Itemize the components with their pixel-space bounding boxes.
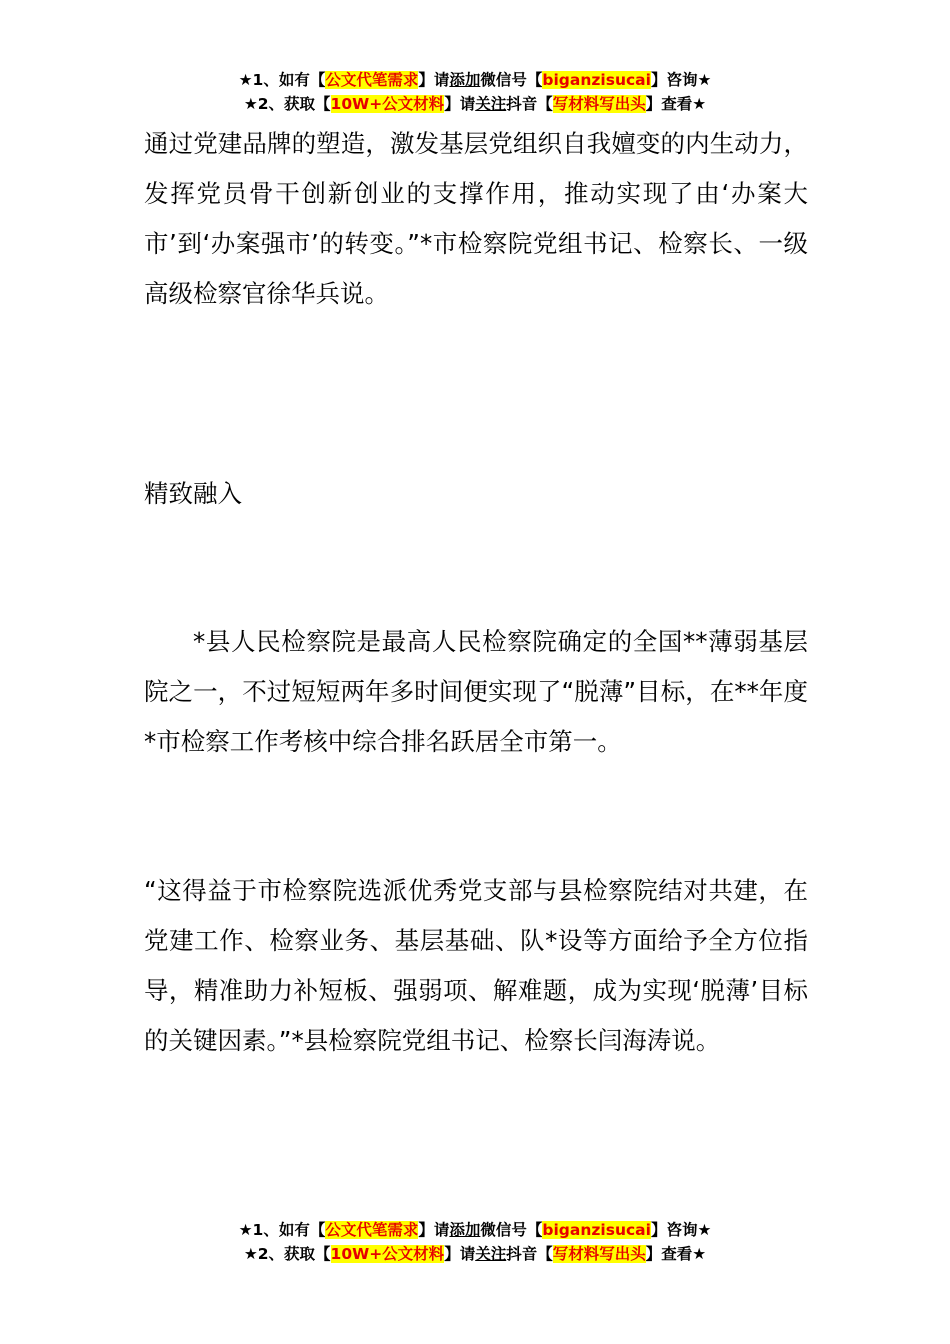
footer-banner <box>0 1218 950 1266</box>
section-heading: 精致融入 <box>144 479 242 508</box>
banner-highlight: 写材料写出头 <box>552 95 646 113</box>
paragraph-2: *县人民检察院是最高人民检察院确定的全国**薄弱基层院之一，不过短短两年多时间便实现了“脱薄”目标，在**年度*市检察工作考核中综合排名跃居全市第一。 <box>144 627 808 756</box>
banner-text: 2、获取【 <box>257 1245 331 1263</box>
banner-line-1 <box>0 68 950 92</box>
banner-highlight: 10W+公文材料 <box>330 95 445 113</box>
banner-text: 抖音【 <box>506 95 553 113</box>
banner-text: 1、如有【 <box>252 71 326 89</box>
banner-line-1 <box>0 1218 950 1242</box>
banner-text: 2、获取【 <box>257 95 331 113</box>
banner-line-2 <box>0 92 950 116</box>
banner-text: 抖音【 <box>506 1245 553 1263</box>
star-icon: ★ <box>238 1221 253 1239</box>
banner-highlight: 10W+公文材料 <box>330 1245 445 1263</box>
star-icon: ★ <box>243 1245 258 1263</box>
banner-text: 】请 <box>418 1221 450 1239</box>
banner-highlight: biganzisucai <box>542 71 651 89</box>
banner-text: 】查看★ <box>645 1245 707 1263</box>
banner-underline: 添加 <box>449 1221 481 1239</box>
banner-text: 】咨询★ <box>650 1221 712 1239</box>
banner-text: 微信号【 <box>480 71 543 89</box>
banner-text: 1、如有【 <box>252 1221 326 1239</box>
banner-underline: 添加 <box>449 71 481 89</box>
banner-highlight: 公文代笔需求 <box>325 71 419 89</box>
banner-highlight: 公文代笔需求 <box>325 1221 419 1239</box>
banner-text: 】请 <box>444 1245 476 1263</box>
star-icon: ★ <box>238 71 253 89</box>
header-banner <box>0 68 950 116</box>
paragraph-1: 通过党建品牌的塑造，激发基层党组织自我嬗变的内生动力，发挥党员骨干创新创业的支撑作用，推动实现了由‘办案大市’到‘办案强市’的转变。”*市检察院党组书记、检察长、一级高级检察官徐华兵说。 <box>144 129 808 308</box>
banner-line-2 <box>0 1242 950 1266</box>
banner-text: 】咨询★ <box>650 71 712 89</box>
banner-underline: 关注 <box>475 1245 507 1263</box>
banner-highlight: biganzisucai <box>542 1221 651 1239</box>
paragraph-3: “这得益于市检察院选派优秀党支部与县检察院结对共建，在党建工作、检察业务、基层基础、队*设等方面给予全方位指导，精准助力补短板、强弱项、解难题，成为实现‘脱薄’目标的关键因素。”*县检察院党组书记、检察长闫海涛说。 <box>144 876 808 1055</box>
banner-highlight: 写材料写出头 <box>552 1245 646 1263</box>
star-icon: ★ <box>243 95 258 113</box>
banner-text: 】查看★ <box>645 95 707 113</box>
banner-underline: 关注 <box>475 95 507 113</box>
banner-text: 微信号【 <box>480 1221 543 1239</box>
banner-text: 】请 <box>418 71 450 89</box>
banner-text: 】请 <box>444 95 476 113</box>
